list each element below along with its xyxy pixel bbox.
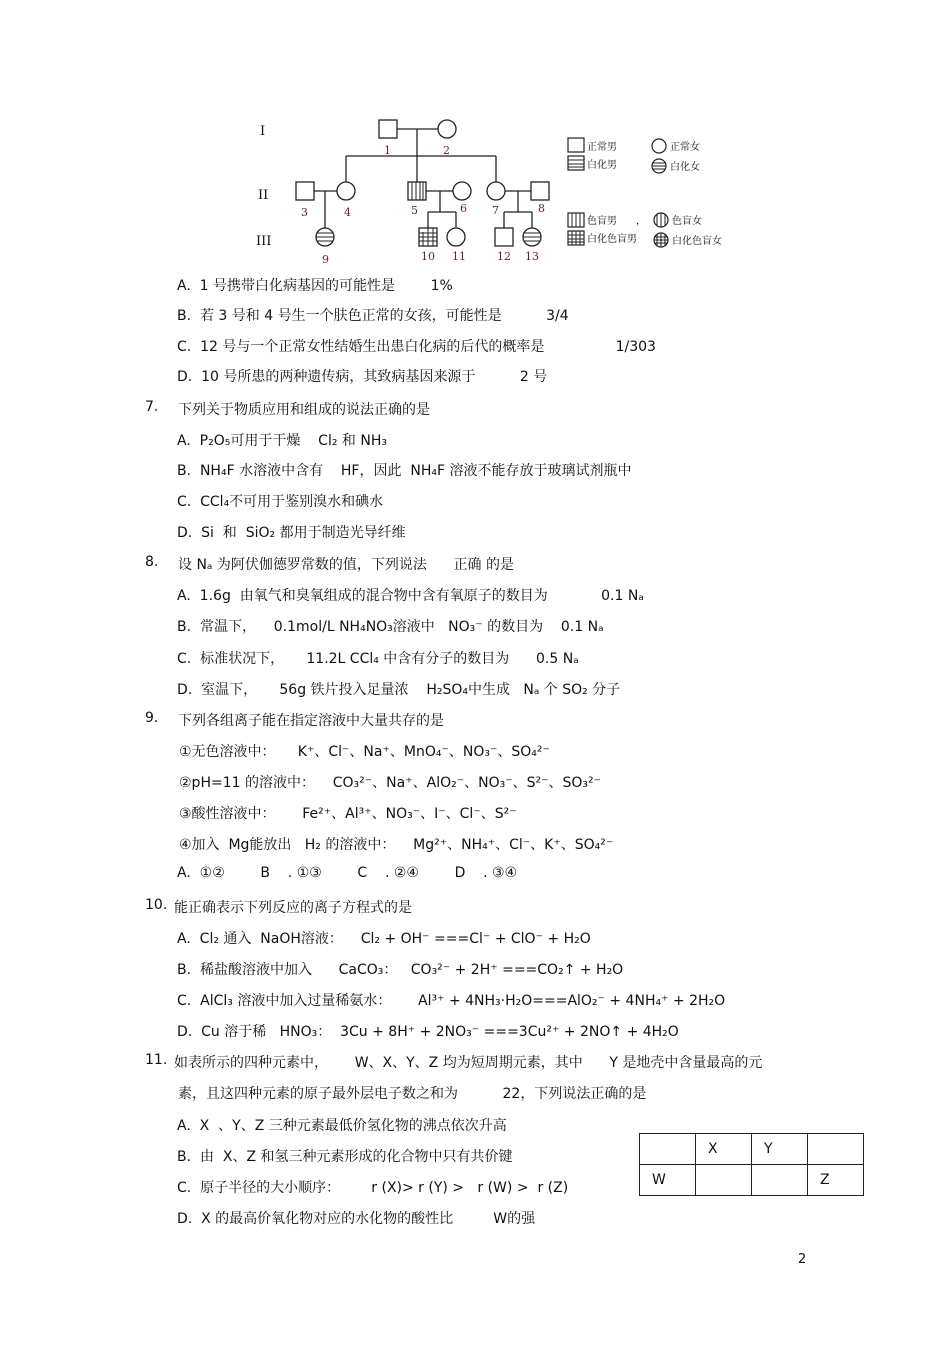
num-3: 3 <box>301 206 308 219</box>
legend-normal-female: 正常女 <box>670 142 700 153</box>
legend-normal-male-symbol <box>568 138 584 152</box>
individual-11 <box>447 228 465 246</box>
gen-label-I: I <box>260 124 266 139</box>
num-6: 6 <box>460 202 467 215</box>
individual-4 <box>337 182 355 200</box>
q6-option-d: D. 10 号所患的两种遗传病，其致病基因来源于 2 号 <box>177 369 548 385</box>
num-9: 9 <box>322 253 329 266</box>
gen-label-II: II <box>258 188 269 203</box>
legend-albino-colorblind-female: 白化色盲女 <box>672 236 722 247</box>
table-cell <box>696 1165 752 1196</box>
q8-option-a: A. 1.6g 由氧气和臭氧组成的混合物中含有氧原子的数目为 0.1 Nₐ <box>177 588 644 604</box>
q7-number: 7. <box>145 399 159 415</box>
num-4: 4 <box>344 206 351 219</box>
q9-item-1: ①无色溶液中： K⁺、Cl⁻、Na⁺、MnO₄⁻、NO₃⁻、SO₄²⁻ <box>179 744 550 760</box>
q7-option-a: A. P₂O₅可用于干燥 Cl₂ 和 NH₃ <box>177 433 387 449</box>
num-13: 13 <box>525 250 539 263</box>
individual-12 <box>495 228 513 246</box>
q10-option-c: C. AlCl₃ 溶液中加入过量稀氨水： Al³⁺ + 4NH₃·H₂O===AlO₂⁻ + 4NH₄⁺ + 2H₂O <box>177 993 726 1009</box>
num-7: 7 <box>492 204 499 217</box>
individual-2 <box>438 120 456 138</box>
legend-normal-male: 正常男 <box>587 142 617 153</box>
table-row <box>640 1134 864 1165</box>
element-position-table <box>639 1133 864 1196</box>
legend-albino-male: 白化男 <box>587 160 617 171</box>
q10-option-b: B. 稀盐酸溶液中加入 CaCO₃： CO₃²⁻ + 2H⁺ ===CO₂↑ + H₂O <box>177 962 624 978</box>
legend-separator: ， <box>636 216 646 227</box>
table-cell <box>808 1134 864 1165</box>
num-12: 12 <box>497 250 511 263</box>
q9-number: 9. <box>145 710 159 726</box>
q11-option-c: C. 原子半径的大小顺序： r (X)> r (Y) > r (W) > r (Z) <box>177 1180 569 1196</box>
q7-option-c: C. CCl₄不可用于鉴别溴水和碘水 <box>177 494 384 510</box>
q9-item-2: ②pH=11 的溶液中： CO₃²⁻、Na⁺、AlO₂⁻、NO₃⁻、S²⁻、SO₃²⁻ <box>179 775 602 791</box>
q6-option-b: B. 若 3 号和 4 号生一个肤色正常的女孩，可能性是 3/4 <box>177 308 569 324</box>
q7-text: 下列关于物质应用和组成的说法正确的是 <box>178 402 430 418</box>
q11-number: 11. <box>145 1052 168 1068</box>
table-cell <box>752 1165 808 1196</box>
num-5: 5 <box>411 204 418 217</box>
legend-albino-colorblind-male: 白化色盲男 <box>587 234 637 245</box>
num-8: 8 <box>538 202 545 215</box>
q8-option-c: C. 标准状况下， 11.2L CCl₄ 中含有分子的数目为 0.5 Nₐ <box>177 651 579 667</box>
q6-option-c: C. 12 号与一个正常女性结婚生出患白化病的后代的概率是 1/303 <box>177 339 656 355</box>
q9-text: 下列各组离子能在指定溶液中大量共存的是 <box>178 713 444 729</box>
legend-albino-male-symbol <box>568 156 584 170</box>
q8-option-d: D. 室温下， 56g 铁片投入足量浓 H₂SO₄中生成 Nₐ 个 SO₂ 分子 <box>177 682 621 698</box>
table-cell: Y <box>752 1134 808 1165</box>
gen-label-III: III <box>256 234 272 249</box>
q8-text: 设 Nₐ 为阿伏伽德罗常数的值，下列说法 正确 的是 <box>178 557 515 573</box>
q9-item-4: ④加入 Mg能放出 H₂ 的溶液中： Mg²⁺、NH₄⁺、Cl⁻、K⁺、SO₄²⁻ <box>179 837 614 853</box>
q9-answers: A. ①② B . ①③ C . ②④ D . ③④ <box>177 865 518 881</box>
q7-option-d: D. Si 和 SiO₂ 都用于制造光导纤维 <box>177 525 406 541</box>
page-number: 2 <box>798 1252 807 1267</box>
table-row <box>640 1165 864 1196</box>
q11-option-d: D. X 的最高价氧化物对应的水化物的酸性比 W的强 <box>177 1211 536 1227</box>
legend-colorblind-female: 色盲女 <box>672 216 702 227</box>
q10-option-d: D. Cu 溶于稀 HNO₃： 3Cu + 8H⁺ + 2NO₃⁻ ===3Cu²⁺ + 2NO↑ + 4H₂O <box>177 1024 679 1040</box>
q10-text: 能正确表示下列反应的离子方程式的是 <box>174 900 412 916</box>
num-10: 10 <box>421 250 435 263</box>
q6-option-a: A. 1 号携带白化病基因的可能性是 1% <box>177 278 453 294</box>
num-2: 2 <box>443 144 450 157</box>
q11-text-line2: 素，且这四种元素的原子最外层电子数之和为 22，下列说法正确的是 <box>178 1086 647 1102</box>
q11-option-a: A. X 、Y、Z 三种元素最低价氢化物的沸点依次升高 <box>177 1118 507 1134</box>
num-11: 11 <box>452 250 466 263</box>
individual-8 <box>531 182 549 200</box>
q7-option-b: B. NH₄F 水溶液中含有 HF，因此 NH₄F 溶液不能存放于玻璃试剂瓶中 <box>177 463 632 479</box>
individual-6 <box>453 182 471 200</box>
individual-3 <box>296 182 314 200</box>
q11-text-line1: 如表所示的四种元素中， W、X、Y、Z 均为短周期元素，其中 Y 是地壳中含量最高的元 <box>174 1055 763 1071</box>
q8-option-b: B. 常温下， 0.1mol/L NH₄NO₃溶液中 NO₃⁻ 的数目为 0.1 Nₐ <box>177 619 604 635</box>
legend-normal-female-symbol <box>652 139 666 153</box>
q9-item-3: ③酸性溶液中： Fe²⁺、Al³⁺、NO₃⁻、I⁻、Cl⁻、S²⁻ <box>179 806 517 822</box>
pedigree-diagram <box>250 110 740 270</box>
q8-number: 8. <box>145 554 159 570</box>
individual-1 <box>379 120 397 138</box>
table-cell: X <box>696 1134 752 1165</box>
table-cell: Z <box>808 1165 864 1196</box>
q11-option-b: B. 由 X、Z 和氢三种元素形成的化合物中只有共价键 <box>177 1149 513 1165</box>
q10-option-a: A. Cl₂ 通入 NaOH溶液： Cl₂ + OH⁻ ===Cl⁻ + ClO⁻ + H₂O <box>177 931 591 947</box>
table-cell <box>640 1134 696 1165</box>
legend-albino-female: 白化女 <box>670 162 700 173</box>
num-1: 1 <box>384 144 391 157</box>
individual-7 <box>487 182 505 200</box>
q10-number: 10. <box>145 897 168 913</box>
table-cell: W <box>640 1165 696 1196</box>
legend-colorblind-male: 色盲男 <box>587 216 617 227</box>
